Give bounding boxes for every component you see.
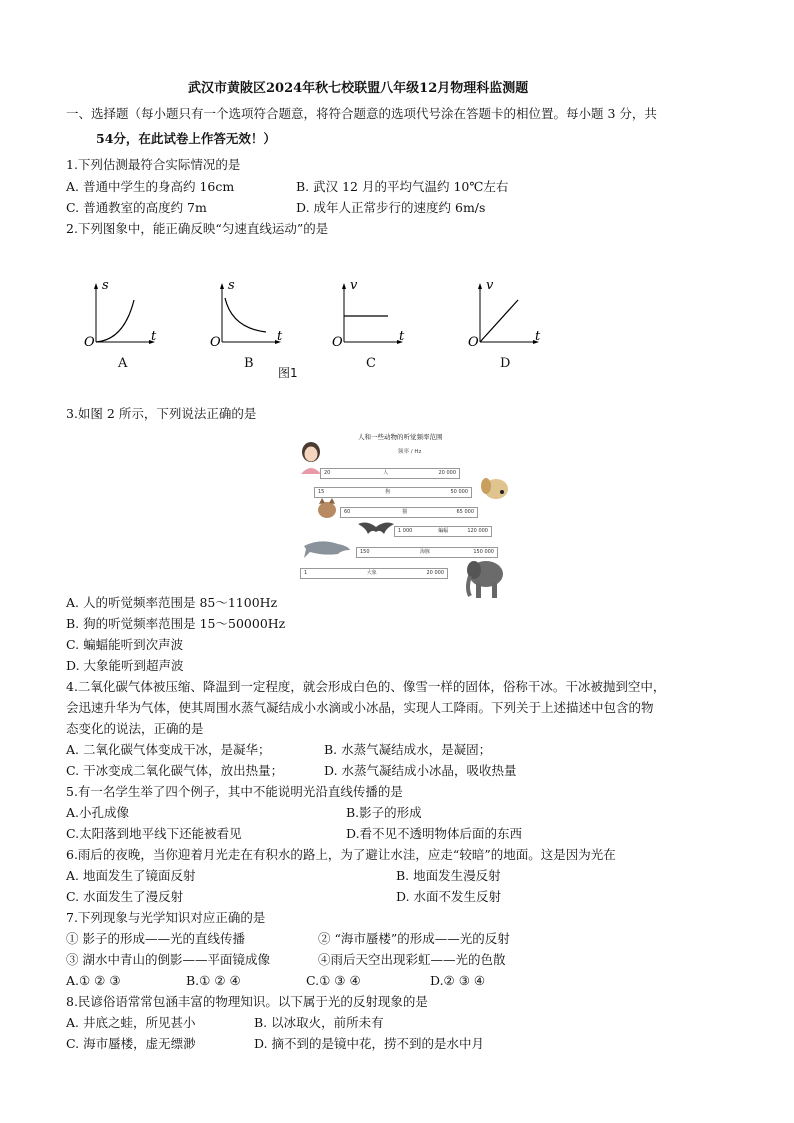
graph-d-y-label: v (486, 278, 494, 293)
q6-stem: 6.雨后的夜晚，当你迎着月光走在有积水的路上，为了避让水洼，应走“较暗”的地面。这是因为光在 (66, 847, 616, 862)
q4-stem-line1: 4.二氧化碳气体被压缩、降温到一定程度，就会形成白色的、像雪一样的固体，俗称干冰。干冰被抛到空中， (66, 679, 666, 694)
q7-option-b: B.① ② ④ (186, 973, 241, 988)
graph-d-label: D (500, 356, 511, 371)
section-instructions-line1: 一、选择题（每小题只有一个选项符合题意，将符合题意的选项代号涂在答题卡的相位置。每小题 3 分，共 (66, 106, 657, 121)
graph-a-origin: O (84, 335, 95, 350)
graph-d-svg (468, 280, 548, 350)
graph-b-x-label: t (277, 329, 283, 344)
q5-option-a: A.小孔成像 (66, 805, 130, 820)
graph-c-x-label: t (399, 329, 405, 344)
graph-a-x-label: t (151, 329, 157, 344)
q6-option-d: D. 水面不发生反射 (396, 889, 502, 904)
range-elephant-high: 20 000 (426, 570, 444, 576)
range-cat-high: 65 000 (456, 509, 474, 515)
elephant-icon (462, 554, 508, 600)
q1-option-a: A. 普通中学生的身高约 16cm (66, 179, 235, 194)
graph-d-origin: O (468, 335, 479, 350)
range-bat-high: 120 000 (467, 528, 488, 534)
range-human-high: 20 000 (438, 470, 456, 476)
range-bar-bat (394, 526, 492, 537)
hearing-range-figure (296, 430, 518, 600)
exam-title: 武汉市黄陂区2024年秋七校联盟八年级12月物理科监测题 (188, 81, 529, 96)
range-dog-low: 15 (318, 489, 325, 495)
q7-item-3: ③ 湖水中青山的倒影——平面镜成像 (66, 952, 270, 967)
range-bar-elephant (300, 568, 448, 579)
range-bar-human (320, 468, 460, 479)
graph-b-origin: O (210, 335, 221, 350)
graph-c-y-label: v (350, 278, 358, 293)
q7-option-a: A.① ② ③ (66, 973, 121, 988)
q1-stem: 1.下列估测最符合实际情况的是 (66, 157, 241, 172)
q4-stem-line2: 会迅速升华为气体，使其周围水蒸气凝结成小水滴或小冰晶，实现人工降雨。下列关于上述描述中包含的物 (66, 700, 654, 715)
figure-1-label: 图1 (278, 366, 298, 380)
range-dolphin-low: 150 (360, 549, 370, 555)
q7-item-1: ① 影子的形成——光的直线传播 (66, 931, 245, 946)
hearing-figure-unit: 频率 / Hz (398, 449, 422, 455)
q7-item-2: ② “海市蜃楼”的形成——光的反射 (318, 931, 510, 946)
q1-option-c: C. 普通教室的高度约 7m (66, 200, 207, 215)
cat-icon (316, 498, 338, 520)
q1-option-b: B. 武汉 12 月的平均气温约 10℃左右 (296, 179, 509, 194)
q3-option-a: A. 人的听觉频率范围是 85～1100Hz (66, 595, 278, 610)
graph-b (210, 280, 290, 353)
q6-option-c: C. 水面发生了漫反射 (66, 889, 184, 904)
range-bar-dog (314, 487, 472, 498)
q4-option-c: C. 干冰变成二氧化碳气体，放出热量； (66, 763, 284, 778)
q8-option-d: D. 摘不到的是镜中花，捞不到的是水中月 (254, 1036, 485, 1051)
q4-option-a: A. 二氧化碳气体变成干冰，是凝华； (66, 742, 271, 757)
range-elephant-low: 1 (304, 570, 308, 576)
q5-stem: 5.有一名学生举了四个例子，其中不能说明光沿直线传播的是 (66, 784, 403, 799)
q3-stem: 3.如图 2 所示，下列说法正确的是 (66, 406, 257, 421)
q4-stem-line3: 态变化的说法，正确的是 (66, 721, 204, 736)
range-bar-cat (340, 507, 478, 518)
q3-option-d: D. 大象能听到超声波 (66, 658, 184, 673)
q1-option-d: D. 成年人正常步行的速度约 6m/s (296, 200, 486, 215)
q3-option-b: B. 狗的听觉频率范围是 15～50000Hz (66, 616, 286, 631)
q5-option-d: D.看不见不透明物体后面的东西 (346, 826, 523, 841)
range-cat-low: 60 (344, 509, 351, 515)
graph-d (468, 280, 548, 353)
q7-option-d: D.② ③ ④ (430, 973, 486, 988)
q6-option-a: A. 地面发生了镜面反射 (66, 868, 196, 883)
range-dolphin-name: 海豚 (420, 549, 431, 555)
graph-a (84, 280, 164, 353)
range-human-name: 人 (383, 470, 389, 476)
q2-stem: 2.下列图象中，能正确反映“匀速直线运动”的是 (66, 221, 329, 236)
q8-option-b: B. 以冰取火，前所未有 (254, 1015, 384, 1030)
dog-icon (478, 474, 512, 502)
q7-item-4: ④雨后天空出现彩虹——光的色散 (318, 952, 506, 967)
q5-option-b: B.影子的形成 (346, 805, 422, 820)
dolphin-icon (302, 536, 352, 560)
q8-option-a: A. 井底之蛙，所见甚小 (66, 1015, 196, 1030)
hearing-figure-title: 人和一些动物的听觉频率范围 (358, 433, 443, 441)
range-dog-high: 50 000 (450, 489, 468, 495)
graph-c (332, 280, 412, 353)
graph-b-label: B (244, 356, 254, 371)
bat-icon (358, 518, 394, 536)
graph-d-x-label: t (535, 329, 541, 344)
graph-a-svg (84, 280, 164, 350)
graph-a-label: A (118, 356, 128, 371)
q7-option-c: C.① ③ ④ (306, 973, 361, 988)
q8-option-c: C. 海市蜃楼，虚无缥渺 (66, 1036, 196, 1051)
range-cat-name: 猫 (402, 509, 408, 515)
q8-stem: 8.民谚俗语常常包涵丰富的物理知识。以下属于光的反射现象的是 (66, 994, 428, 1009)
graph-b-svg (210, 280, 290, 350)
q3-option-c: C. 蝙蝠能听到次声波 (66, 637, 184, 652)
range-human-low: 20 (324, 470, 331, 476)
q5-option-c: C.太阳落到地平线下还能被看见 (66, 826, 242, 841)
graph-a-y-label: s (102, 278, 109, 293)
q7-stem: 7.下列现象与光学知识对应正确的是 (66, 910, 266, 925)
q4-option-d: D. 水蒸气凝结成小冰晶，吸收热量 (324, 763, 517, 778)
range-bat-name: 蝙蝠 (438, 528, 449, 534)
graph-c-origin: O (332, 335, 343, 350)
range-dog-name: 狗 (385, 489, 391, 495)
range-elephant-name: 大象 (366, 570, 377, 576)
q6-option-b: B. 地面发生漫反射 (396, 868, 501, 883)
range-dolphin-high: 150 000 (473, 549, 494, 555)
graph-c-label: C (366, 356, 376, 371)
section-instructions-line2: 54分，在此试卷上作答无效！） (96, 131, 276, 146)
range-bat-low: 1 000 (398, 528, 413, 534)
graph-c-svg (332, 280, 412, 350)
q4-option-b: B. 水蒸气凝结成水，是凝固； (324, 742, 492, 757)
graph-b-y-label: s (228, 278, 235, 293)
